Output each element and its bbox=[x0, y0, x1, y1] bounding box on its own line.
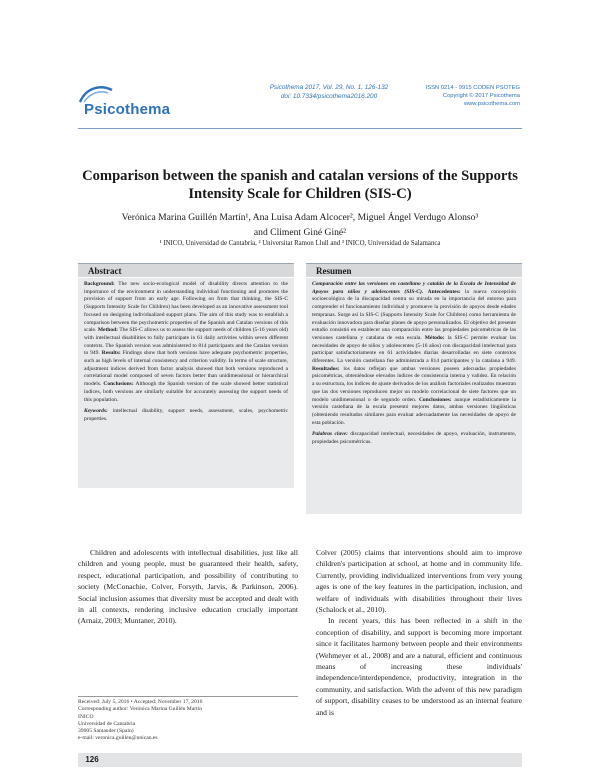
resultados-text: los datos reflejan que ambas versiones poseen adecuadas propiedades psicométricas, obteniéndose elevados índices de consistencia interna y validez. En relación a su estructura, los índices de ajuste derivados de los análisis factoriales realizados muestran que las dos versiones reproducen mejor un modelo correlacional de siete factores que un modelo unidimensional o de segundo orden. bbox=[312, 365, 516, 403]
resumen-box bbox=[306, 278, 522, 514]
conclusions-text: Although the Spanish version of the scale showed better statistical indices, both versions are similarly suitable for accurately assessing the support needs of this population. bbox=[84, 381, 288, 403]
footer-bar bbox=[106, 753, 522, 767]
keywords bbox=[84, 408, 288, 423]
resumen-text bbox=[312, 281, 516, 427]
doi-line: doi: 10.7334/psicothema2016.200 bbox=[280, 92, 378, 100]
conclusions-label: Conclusions: bbox=[103, 381, 134, 388]
abstract-text bbox=[84, 281, 288, 404]
body-right-column bbox=[316, 547, 522, 718]
antecedentes-text: la nueva concepción socioecológica de la discapacidad centra su mirada en la importancia del entorno para comprender el funcionamiento individual y promueve la provisión de apoyos desde edades tempranas. Surge así la SIS-C (Supports Intensity Scale for Children) como herramienta de evaluación innovadora para diseñar planes de apoyo personalizados. El objetivo del presente estudio consistió en establecer una comparación entre las propiedades psicométricas de las versiones castellana y catalana de esta escala. bbox=[312, 288, 516, 341]
address-line: 39005 Santander (Spain) bbox=[78, 728, 134, 735]
header-rule bbox=[78, 128, 522, 129]
article-title: Comparison between the spanish and catalan versions of the Supports Intensity Scale for Children (SIS-C) bbox=[82, 168, 518, 202]
journal-logo: Psicothema bbox=[84, 101, 171, 118]
email-link[interactable]: e-mail: veronica.guillen@unican.es bbox=[78, 735, 158, 742]
corresponding-line: Corresponding author: Verónica Marina Guillén Martín bbox=[78, 706, 203, 713]
copyright-line: Copyright © 2017 Psicothema bbox=[442, 93, 520, 100]
abstract-heading: Abstract bbox=[78, 263, 294, 277]
authors-line: Verónica Marina Guillén Martín¹, Ana Luisa Adam Alcocer², Miguel Ángel Verdugo Alonso³ bbox=[121, 212, 479, 223]
resumen-title: Comparación entre las versiones en castellano y catalán de la Escala de Intensidad de Apoyos para niños y adolescentes (SIS-C). bbox=[312, 281, 516, 295]
author-list bbox=[78, 210, 522, 240]
resumen-heading: Resumen bbox=[306, 263, 522, 277]
issn-line: ISSN 0214 - 9915 CODEN PSOTEG bbox=[425, 85, 520, 91]
resultados-label: Resultados: bbox=[312, 365, 340, 372]
body-left-column bbox=[78, 547, 298, 627]
institution-line-2: Universidad de Cantabria bbox=[78, 720, 136, 727]
results-label: Results: bbox=[101, 350, 121, 357]
citation-info bbox=[254, 84, 404, 101]
keywords-text: intellectual disability, support needs, assessment, scales, psychometric properties. bbox=[84, 408, 288, 422]
palabras-clave bbox=[312, 431, 516, 446]
antecedentes-label: Antecedentes: bbox=[427, 288, 461, 295]
page-number: 126 bbox=[78, 753, 106, 767]
metodo-text: la SIS-C permite evaluar las necesidades de apoyo de niños y adolescentes (5-16 años) con discapacidad intelectual para participar satisfactoriamente en 61 actividades diarias desarrolladas en siete contextos diferentes. La versión castellana fue administrada a 814 participantes y la catalana a 949. bbox=[312, 334, 517, 365]
institution-line: INICO bbox=[78, 713, 94, 720]
website-link[interactable]: www.psicothema.com bbox=[463, 101, 520, 108]
abstract-box bbox=[78, 278, 294, 488]
method-label: Method: bbox=[97, 327, 119, 334]
authors-line-2: and Climent Giné Giné² bbox=[253, 227, 347, 238]
method-text: The SIS-C allows us to assess the support needs of children (5-16 years old) with intellectual disabilities to fully participate in 61 daily activities within seven different contexts. The Spanish version was administered to 814 participants and the Catalan version to 949. bbox=[84, 327, 289, 357]
affiliations: ¹ INICO, Universidad de Cantabria, ² Universitat Ramon Llull and ³ INICO, Universidad de Salamanca bbox=[159, 240, 441, 247]
background-label: Background: bbox=[84, 281, 115, 287]
paragraph: In recent years, this has been reflected in a shift in the conception of disability, and support is becoming more important since it facilitates harmony between people and their environments (Wehmeyer et al., 2008) and are a natural, efficient and continuous means of increasing these individuals' independence/interdependence, productivity, integration in the community, and satisfaction. With the advent of this new paradigm of support, disability ceases to be understood as an internal feature and is bbox=[316, 616, 522, 717]
background-text: The new socio-ecological model of disability directs attention to the importance of the environment in understanding individual functioning and promotes the provision of support from an early age. Following on from that thinking, the SIS-C (Supports Intensity Scale for Children) has been developed as an innovative assessment tool focused on designing individualized support plans. The aim of this study was to establish a comparison between the psychometric properties of the Spanish and Catalan versions of this scale. bbox=[84, 281, 288, 334]
journal-info bbox=[410, 84, 520, 109]
palabras-clave-label: Palabras clave: bbox=[312, 431, 348, 438]
received-line: Received: July 5, 2016 • Accepted: November 17, 2016 bbox=[78, 699, 203, 705]
paragraph: Colver (2005) claims that interventions should aim to improve children's participation at school, at home and in community life. Currently, providing individualized interventions from very young ages is one of the key features in the participation, inclusion, and welfare of individuals with disabilities throughout their lives (Schalock et al., 2010). bbox=[316, 548, 522, 615]
palabras-clave-text: discapacidad intelectual, necesidades de apoyo, evaluación, instrumento, propiedades psicométricas. bbox=[312, 431, 516, 446]
conclusiones-text: aunque estadísticamente la versión castellana de la escala presentó mejores datos, ambas versiones lingüísticas (obteniendo resultados similares para evaluar adecuadamente las necesidades de apoyo de esta población. bbox=[312, 396, 517, 426]
conclusiones-label: Conclusiones: bbox=[418, 396, 452, 403]
footnote bbox=[78, 699, 298, 743]
results-text: Findings show that both versions have adequate psychometric properties, such as high levels of internal consistency and criterion validity. In terms of scale structure, adjustment indices derived from factor analysis showed that both versions reproduced a correlational model composed of seven factors better than unidimensional or hierarchical models. bbox=[84, 350, 289, 388]
paragraph: Children and adolescents with intellectual disabilities, just like all children and young people, must be guaranteed their health, safety, respect, educational participation, and possibility of contributing to society (McConachie, Colver, Forsyth, Jarvis, & Parkinson, 2006). Social inclusion assumes that diversity must be accepted and dealt with in all contexts, rendering inclusive education crucially important (Arnaiz, 2003; Muntaner, 2010). bbox=[78, 548, 298, 626]
keywords-label: Keywords: bbox=[84, 408, 108, 415]
footnote-rule bbox=[78, 696, 298, 697]
metodo-label: Método: bbox=[424, 334, 445, 341]
citation-line: Psicothema 2017, Vol. 29, No. 1, 126-132 bbox=[269, 84, 389, 91]
